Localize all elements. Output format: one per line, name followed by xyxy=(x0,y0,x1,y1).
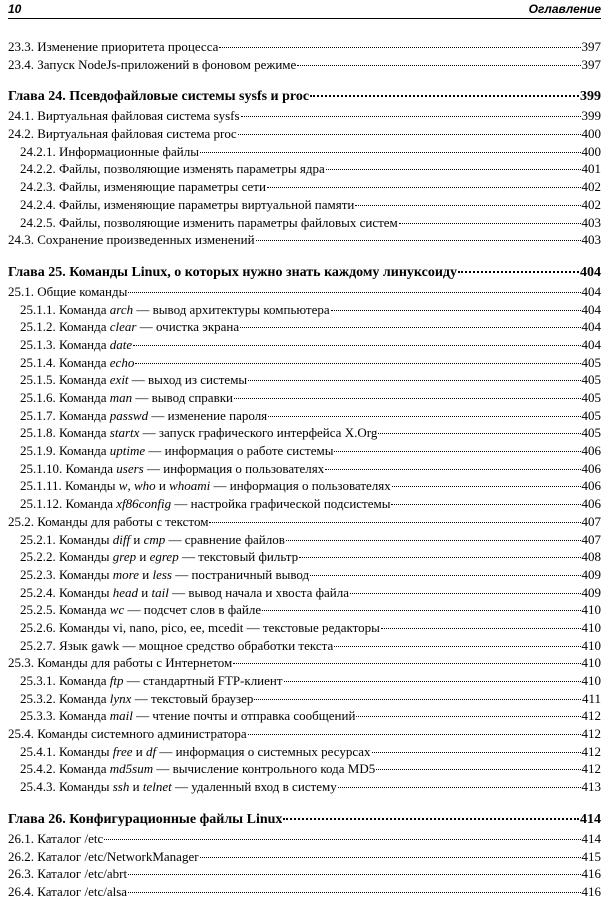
toc-subsection xyxy=(8,442,601,460)
toc-subsection xyxy=(8,371,601,389)
toc-section xyxy=(8,125,601,143)
toc-entry-title xyxy=(20,442,333,460)
toc-page-number: 410 xyxy=(581,673,601,688)
command-name: ssh xyxy=(112,779,130,795)
title-text: 25.1.10. Команда xyxy=(20,460,117,476)
command-name: less xyxy=(152,566,172,582)
title-text: 24.3. Сохранение произведенных изменений xyxy=(8,232,255,248)
dot-leader xyxy=(355,205,580,206)
toc-page-number: 410 xyxy=(581,655,601,671)
toc-subsection xyxy=(8,584,601,602)
toc-page-number: 409 xyxy=(581,566,601,582)
title-text: — стандартный FTP-клиент xyxy=(123,673,283,688)
dot-leader xyxy=(219,47,580,48)
toc-page-number: 412 xyxy=(581,726,601,742)
toc-page-number: 397 xyxy=(581,56,601,72)
toc-page-number: 406 xyxy=(581,460,601,476)
toc-subsection xyxy=(8,778,601,796)
toc-section xyxy=(8,231,601,249)
dot-leader xyxy=(268,416,580,417)
toc-entry-title xyxy=(8,125,237,143)
title-text: — вычисление контрольного кода MD5 xyxy=(153,761,376,777)
title-text: 25.1.12. Команда xyxy=(20,496,117,512)
command-name: mail xyxy=(109,708,133,724)
toc-entry-title xyxy=(8,654,232,672)
title-text: 24.2.3. Файлы, изменяющие параметры сети xyxy=(20,179,266,195)
toc-page-number: 403 xyxy=(581,232,601,248)
toc-entry-title xyxy=(8,38,218,56)
toc-page-number: 399 xyxy=(581,108,601,124)
dot-leader xyxy=(334,451,580,452)
title-text: Глава 26. Конфигурационные файлы Linux xyxy=(8,811,283,827)
title-text: 26.4. Каталог /etc/alsa xyxy=(8,883,128,899)
toc-entry-title xyxy=(20,531,285,549)
toc-entry-title xyxy=(20,672,283,690)
toc-page-number: 414 xyxy=(580,811,601,827)
dot-leader xyxy=(133,345,580,346)
toc-entry-title xyxy=(20,196,354,214)
toc-subsection xyxy=(8,760,601,778)
command-name: who xyxy=(133,478,156,494)
dot-leader xyxy=(128,874,580,875)
command-name: more xyxy=(112,566,139,582)
toc-section xyxy=(8,56,601,74)
title-text: и xyxy=(132,743,146,759)
command-name: man xyxy=(109,390,133,405)
command-name: telnet xyxy=(142,779,172,795)
toc-section xyxy=(8,107,601,125)
toc-entry-title xyxy=(20,637,333,655)
command-name: df xyxy=(145,743,157,759)
toc-entry-title xyxy=(20,584,349,602)
toc-entry-title xyxy=(8,231,255,249)
toc-page-number: 406 xyxy=(581,478,601,494)
toc-page-number: 400 xyxy=(581,126,601,142)
toc-page-number: 405 xyxy=(581,425,601,441)
toc-page-number: 415 xyxy=(581,848,601,864)
toc-page-number: 416 xyxy=(581,883,601,899)
title-text: 25.1.7. Команда xyxy=(20,407,110,423)
title-text: Глава 25. Команды Linux, о которых нужно знать каждому линуксоиду xyxy=(8,264,457,280)
title-text: 25.1.3. Команда xyxy=(20,336,110,352)
title-text: 24.2.4. Файлы, изменяющие параметры виртуальной памяти xyxy=(20,196,355,212)
toc-entry-title xyxy=(8,283,127,301)
toc-section xyxy=(8,38,601,56)
toc-page-number: 404 xyxy=(581,283,601,299)
toc-page-number: 404 xyxy=(581,336,601,352)
toc-entry-title xyxy=(20,548,298,566)
toc-page-number: 404 xyxy=(581,301,601,317)
toc-entry-title xyxy=(20,407,267,425)
title-text: 25.3.1. Команда xyxy=(20,673,110,688)
dot-leader xyxy=(299,557,580,558)
dot-leader xyxy=(200,152,581,153)
toc-entry-title xyxy=(20,178,266,196)
toc-entry-title xyxy=(8,56,296,74)
dot-leader xyxy=(284,681,581,682)
toc-page-number: 406 xyxy=(581,496,601,512)
toc-subsection xyxy=(8,389,601,407)
page-number: 10 xyxy=(8,2,22,16)
dot-leader xyxy=(458,271,579,273)
dot-leader xyxy=(104,839,580,840)
toc-entry-title xyxy=(20,760,375,778)
toc-subsection xyxy=(8,690,601,708)
dot-leader xyxy=(234,398,581,399)
toc-section xyxy=(8,725,601,743)
toc-subsection xyxy=(8,619,601,637)
toc-page-number: 402 xyxy=(581,196,601,212)
title-text: 25.2.3. Команды xyxy=(20,566,113,582)
command-name: uptime xyxy=(109,443,146,459)
toc-page-number: 405 xyxy=(581,372,601,388)
dot-leader xyxy=(326,169,581,170)
toc-entry-title xyxy=(8,725,247,743)
title-text: — вывод справки xyxy=(132,390,233,405)
title-text: Глава 24. Псевдофайловые системы sysfs и proc xyxy=(8,89,310,105)
toc-chapter xyxy=(8,810,601,830)
command-name: wc xyxy=(109,602,125,618)
toc-subsection xyxy=(8,637,601,655)
dot-leader xyxy=(310,95,579,97)
toc-page-number: 416 xyxy=(581,866,601,882)
toc-subsection xyxy=(8,354,601,372)
title-text: 25.2.2. Команды xyxy=(20,549,113,565)
title-text: 25.2.7. Язык gawk — мощное средство обработки текста xyxy=(20,637,334,653)
title-text: 24.2.1. Информационные файлы xyxy=(20,143,199,159)
title-text: 25.4.1. Команды xyxy=(20,743,113,759)
toc-page-number: 407 xyxy=(581,513,601,529)
page-header xyxy=(8,0,601,19)
title-text: 25.2.6. Команды vi, nano, pico, ee, mcedit — текстовые редакторы xyxy=(20,619,380,635)
toc-page-number: 407 xyxy=(581,531,601,547)
dot-leader xyxy=(209,522,580,523)
title-text: — информация о работе системы xyxy=(145,443,334,459)
title-text: , xyxy=(127,478,134,494)
title-text: 25.2. Команды для работы с текстом xyxy=(8,513,209,529)
dot-leader xyxy=(135,363,580,364)
toc-subsection xyxy=(8,601,601,619)
dot-leader xyxy=(399,223,581,224)
toc-entry-title xyxy=(20,301,330,319)
toc-entry-title xyxy=(20,318,239,336)
toc-page-number: 412 xyxy=(581,761,601,777)
title-text: 25.1.5. Команда xyxy=(20,372,110,388)
title-text: 26.2. Каталог /etc/NetworkManager xyxy=(8,848,199,864)
toc-page-number: 410 xyxy=(581,602,601,618)
command-name: cmp xyxy=(143,531,166,547)
toc-page-number: 412 xyxy=(581,708,601,724)
title-text: 25.1.11. Команды xyxy=(20,478,119,494)
title-text: — удаленный вход в систему xyxy=(171,779,337,795)
title-text: и xyxy=(155,478,170,494)
command-name: startx xyxy=(109,425,140,441)
toc-subsection xyxy=(8,424,601,442)
title-text: 25.2.5. Команда xyxy=(20,602,110,618)
title-text: 25.1.6. Команда xyxy=(20,390,110,405)
dot-leader xyxy=(334,646,580,647)
dot-leader xyxy=(254,699,581,700)
toc-entry-title xyxy=(8,848,199,866)
dot-leader xyxy=(372,752,581,753)
toc-entry-title xyxy=(20,354,134,372)
toc-entry-title xyxy=(20,743,371,761)
toc-entry-title xyxy=(8,87,309,107)
dot-leader xyxy=(248,380,580,381)
toc-entry-title xyxy=(20,336,132,354)
toc-page-number: 405 xyxy=(581,354,601,370)
toc-subsection xyxy=(8,301,601,319)
toc-page-number: 406 xyxy=(581,443,601,459)
title-text: и xyxy=(138,584,152,600)
toc-page-number: 410 xyxy=(581,619,601,635)
dot-leader xyxy=(233,663,580,664)
title-text: 25.2.1. Команды xyxy=(20,531,113,547)
command-name: head xyxy=(112,584,139,600)
toc-page-number: 397 xyxy=(581,39,601,54)
title-text: 25.1. Общие команды xyxy=(8,283,128,299)
title-text: — чтение почты и отправка сообщений xyxy=(132,708,356,724)
toc-page-number: 400 xyxy=(581,143,601,159)
toc-entry-title xyxy=(20,389,233,407)
title-text: 25.4.3. Команды xyxy=(20,779,113,795)
command-name: diff xyxy=(112,531,131,547)
toc-page-number: 411 xyxy=(581,690,601,706)
command-name: egrep xyxy=(149,549,179,565)
toc-subsection xyxy=(8,707,601,725)
toc-entry-title xyxy=(20,160,325,178)
title-text: 25.1.2. Команда xyxy=(20,319,110,335)
toc-entry-title xyxy=(8,107,240,125)
title-text: 24.1. Виртуальная файловая система sysfs xyxy=(8,108,240,124)
toc-chapter xyxy=(8,263,601,283)
command-name: whoami xyxy=(169,478,211,494)
title-text: и xyxy=(136,549,150,565)
toc-entry-title xyxy=(20,214,398,232)
dot-leader xyxy=(256,240,581,241)
toc-section xyxy=(8,513,601,531)
toc-subsection xyxy=(8,531,601,549)
title-text: 25.2.4. Команды xyxy=(20,584,113,600)
toc-page-number: 409 xyxy=(581,584,601,600)
toc-page-number: 410 xyxy=(581,637,601,653)
toc-subsection xyxy=(8,336,601,354)
toc-page-number: 413 xyxy=(581,779,601,795)
title-text: — выход из системы xyxy=(128,372,248,388)
command-name: ftp xyxy=(109,673,124,688)
toc-page-number: 408 xyxy=(581,549,601,565)
toc-subsection xyxy=(8,143,601,161)
dot-leader xyxy=(331,310,581,311)
toc-page-number: 404 xyxy=(580,264,601,280)
toc-entry-title xyxy=(20,495,390,513)
running-title: Оглавление xyxy=(528,2,601,16)
command-name: clear xyxy=(109,319,137,335)
toc-page-number: 405 xyxy=(581,407,601,423)
title-text: 23.4. Запуск NodeJs-приложений в фоновом режиме xyxy=(8,56,297,72)
title-text: 25.3. Команды для работы с Интернетом xyxy=(8,655,233,671)
toc-entry-title xyxy=(8,810,282,830)
title-text: — изменение пароля xyxy=(148,407,268,423)
toc-entry-title xyxy=(20,424,377,442)
dot-leader xyxy=(381,628,581,629)
title-text: — вывод начала и хвоста файла xyxy=(168,584,350,600)
dot-leader xyxy=(262,610,580,611)
dot-leader xyxy=(297,65,580,66)
toc-entry-title xyxy=(20,143,199,161)
command-name: xf86config xyxy=(116,496,172,512)
table-of-contents xyxy=(8,38,601,901)
title-text: 24.2.2. Файлы, позволяющие изменять параметры ядра xyxy=(20,161,325,177)
dot-leader xyxy=(325,469,580,470)
command-name: date xyxy=(109,336,133,352)
command-name: passwd xyxy=(109,407,149,423)
title-text: 26.3. Каталог /etc/abrt xyxy=(8,866,128,882)
title-text: — текстовый браузер xyxy=(131,690,254,706)
toc-page-number: 414 xyxy=(581,830,601,846)
dot-leader xyxy=(128,892,580,893)
toc-subsection xyxy=(8,196,601,214)
toc-entry-title xyxy=(20,601,261,619)
title-text: 25.4.2. Команда xyxy=(20,761,110,777)
toc-page-number: 403 xyxy=(581,214,601,230)
title-text: 25.1.9. Команда xyxy=(20,443,110,459)
title-text: — настройка графической подсистемы xyxy=(171,496,391,512)
title-text: — постраничный вывод xyxy=(171,566,310,582)
toc-page-number: 404 xyxy=(581,319,601,335)
toc-entry-title xyxy=(8,513,208,531)
dot-leader xyxy=(241,116,581,117)
dot-leader xyxy=(391,504,580,505)
title-text: — текстовый фильтр xyxy=(178,549,299,565)
command-name: free xyxy=(112,743,133,759)
toc-chapter xyxy=(8,87,601,107)
command-name: tail xyxy=(151,584,169,600)
toc-entry-title xyxy=(8,883,127,901)
title-text: — информация о пользователях xyxy=(143,460,325,476)
toc-subsection xyxy=(8,672,601,690)
dot-leader xyxy=(267,187,581,188)
title-text: 25.3.2. Команда xyxy=(20,690,110,706)
dot-leader xyxy=(338,787,581,788)
title-text: 25.1.4. Команда xyxy=(20,354,110,370)
toc-entry-title xyxy=(20,371,247,389)
toc-section xyxy=(8,865,601,883)
toc-section xyxy=(8,654,601,672)
command-name: md5sum xyxy=(109,761,154,777)
title-text: — информация о пользователях xyxy=(210,478,391,494)
command-name: arch xyxy=(109,301,134,317)
dot-leader xyxy=(310,575,580,576)
toc-entry-title xyxy=(20,460,324,478)
toc-subsection xyxy=(8,477,601,495)
dot-leader xyxy=(350,593,580,594)
dot-leader xyxy=(240,327,580,328)
toc-entry-title xyxy=(20,566,309,584)
toc-entry-title xyxy=(20,707,355,725)
toc-entry-title xyxy=(8,830,103,848)
toc-entry-title xyxy=(20,619,380,637)
title-text: — вывод архитектуры компьютера xyxy=(133,301,330,317)
toc-subsection xyxy=(8,548,601,566)
toc-page-number: 401 xyxy=(581,161,601,177)
title-text: 26.1. Каталог /etc xyxy=(8,830,104,846)
toc-subsection xyxy=(8,495,601,513)
toc-subsection xyxy=(8,460,601,478)
toc-section xyxy=(8,830,601,848)
toc-subsection xyxy=(8,566,601,584)
toc-subsection xyxy=(8,178,601,196)
dot-leader xyxy=(283,818,579,820)
dot-leader xyxy=(286,540,581,541)
toc-section xyxy=(8,283,601,301)
toc-section xyxy=(8,848,601,866)
dot-leader xyxy=(378,433,580,434)
title-text: — очистка экрана xyxy=(136,319,240,335)
title-text: 24.2.5. Файлы, позволяющие изменить параметры файловых систем xyxy=(20,214,398,230)
title-text: и xyxy=(130,531,144,547)
toc-subsection xyxy=(8,318,601,336)
title-text: — сравнение файлов xyxy=(165,531,285,547)
toc-subsection xyxy=(8,743,601,761)
title-text: 25.4. Команды системного администратора xyxy=(8,726,247,742)
toc-section xyxy=(8,883,601,901)
toc-page-number: 399 xyxy=(580,89,601,105)
title-text: — подсчет слов в файле xyxy=(124,602,262,618)
dot-leader xyxy=(248,734,581,735)
toc-subsection xyxy=(8,214,601,232)
dot-leader xyxy=(356,716,580,717)
toc-entry-title xyxy=(8,865,127,883)
dot-leader xyxy=(238,134,581,135)
toc-entry-title xyxy=(20,778,337,796)
toc-page-number: 402 xyxy=(581,179,601,195)
title-text: и xyxy=(139,566,153,582)
title-text: — информация о системных ресурсах xyxy=(156,743,371,759)
toc-entry-title xyxy=(8,263,457,283)
dot-leader xyxy=(200,857,581,858)
title-text: 25.1.8. Команда xyxy=(20,425,110,441)
command-name: users xyxy=(116,460,144,476)
toc-entry-title xyxy=(20,690,253,708)
command-name: w xyxy=(118,478,128,494)
command-name: exit xyxy=(109,372,129,388)
command-name: grep xyxy=(112,549,137,565)
toc-page-number: 412 xyxy=(581,743,601,759)
title-text: 24.2. Виртуальная файловая система proc xyxy=(8,126,237,142)
title-text: — запуск графического интерфейса X.Org xyxy=(139,425,378,441)
command-name: lynx xyxy=(109,690,132,706)
title-text: 25.1.1. Команда xyxy=(20,301,110,317)
toc-subsection xyxy=(8,407,601,425)
dot-leader xyxy=(128,292,580,293)
command-name: echo xyxy=(109,354,135,370)
title-text: 23.3. Изменение приоритета процесса xyxy=(8,39,219,54)
dot-leader xyxy=(376,769,580,770)
title-text: и xyxy=(129,779,143,795)
toc-entry-title xyxy=(20,477,391,495)
dot-leader xyxy=(392,486,581,487)
toc-subsection xyxy=(8,160,601,178)
title-text: 25.3.3. Команда xyxy=(20,708,110,724)
toc-page-number: 405 xyxy=(581,390,601,405)
